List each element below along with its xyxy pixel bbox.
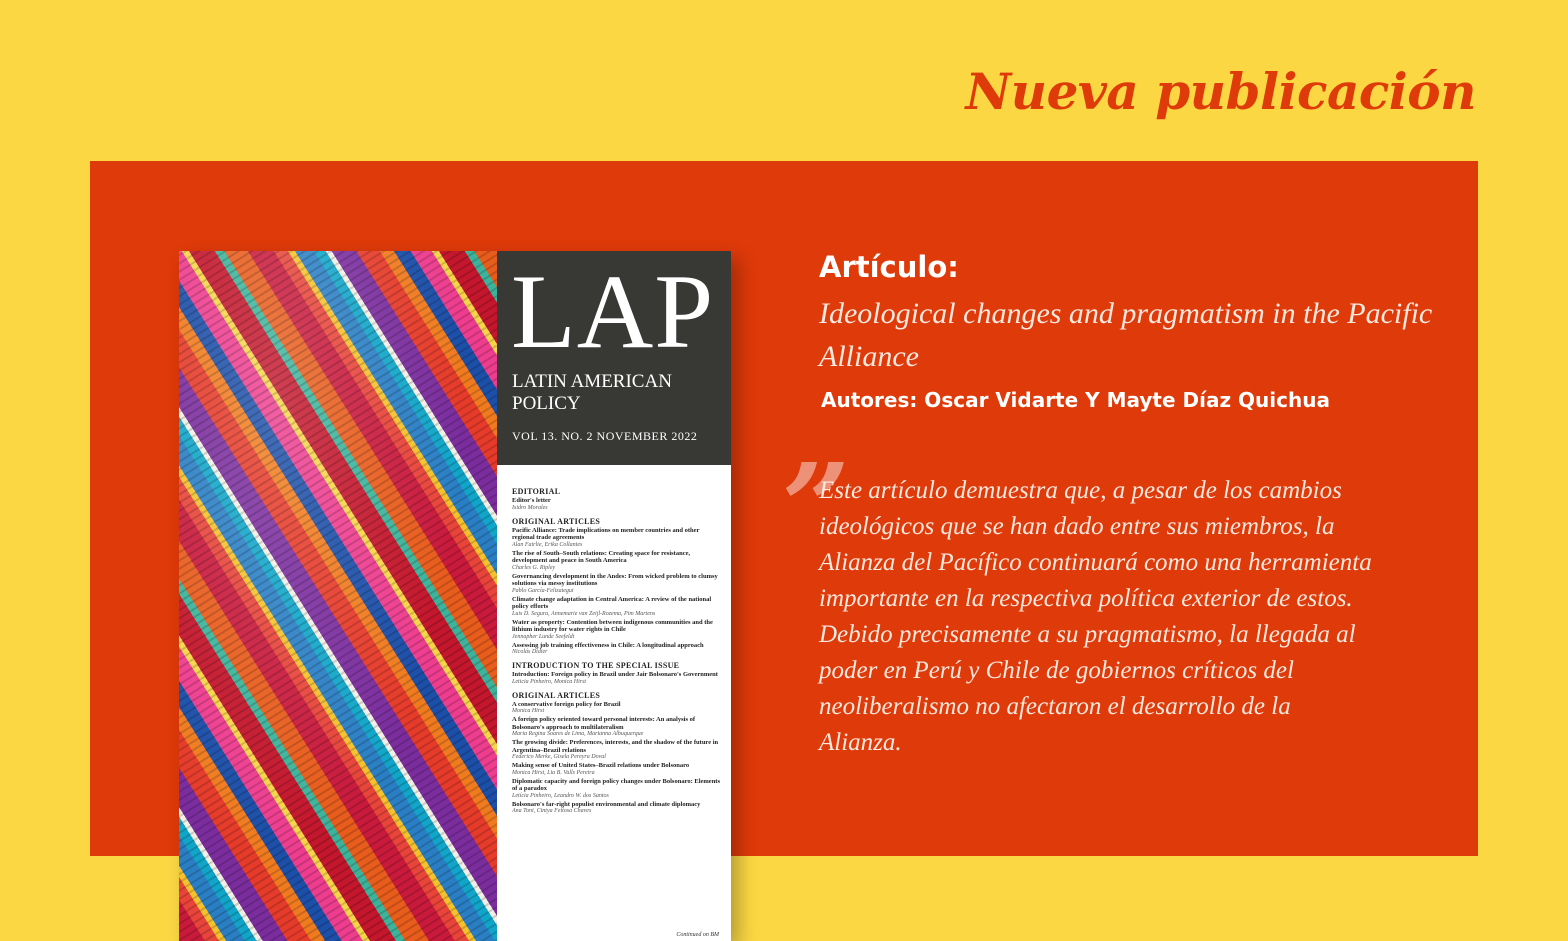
toc-entry [512,739,722,761]
toc-section-heading: EDITORIAL [512,487,561,496]
toc-entry-title: Making sense of United States–Brazil relations under Bolsonaro [512,762,690,769]
article-abstract: Este artículo demuestra que, a pesar de los cambios ideológicos que se han dado entre sus miembros, la Alianza del Pacífico continuará como una herramienta importante en la respectiva política exterior de estos. Debido precisamente a su pragmatismo, la llegada al poder en Perú y Chile de gobiernos críticos del neoliberalismo no afectaron el desarrollo de la Alianza. [819,477,1372,756]
toc-entry-authors: Pablo García-Felizategui [512,587,574,594]
toc-entry [512,762,722,777]
toc-entry-authors: Leticia Pinheiro, Monica Hirst [512,678,587,685]
article-title: Ideological changes and pragmatism in the Pacific Alliance [819,297,1433,373]
toc-entry [512,573,722,595]
journal-abbreviation: LAP [511,253,715,370]
toc-entry-authors: Jennapher Lunde Seefeldt [512,633,575,640]
toc-entry-title: Assessing job training effectiveness in Chile: A longitudinal approach [512,641,704,649]
toc-entry-authors: Monica Hirst, Lia B. Valls Pereira [512,769,595,776]
toc-entry [512,550,722,572]
cover-masthead [497,251,731,465]
toc-entry-authors: Luis D. Segura, Annemarie van Zeijl-Rozema, Pim Martens [512,610,656,617]
continued-note: Continued on BM [676,932,719,938]
toc-entry [512,497,722,512]
toc-entry [512,642,722,657]
toc-entry-title: The rise of South–South relations: Creating space for resistance, development and peace in South America [512,549,691,564]
toc-entry-title: Water as property: Contention between indigenous communities and the lithium industry for water rights in Chile [512,618,713,633]
cover-text-panel [497,251,731,941]
journal-cover [179,251,731,941]
toc-entry [512,716,722,738]
toc-entry-title: Governancing development in the Andes: From wicked problem to clumsy solutions via messy institutions [512,572,718,587]
toc-entry-authors: Federico Merke, Gisela Pereyra Doval [512,754,606,760]
toc-entry-authors: Letícia Pinheiro, Leandro W. dos Santos [512,792,609,799]
article-label: Artículo: [819,250,959,284]
toc-entry-title: Introduction: Foreign policy in Brazil under Jair Bolsonaro's Government [512,671,718,678]
toc-entry [512,596,722,618]
volume-line: VOL 13. NO. 2 NOVEMBER 2022 [512,429,698,443]
toc-entry [512,701,722,716]
article-authors: Autores: Oscar Vidarte Y Mayte Díaz Quichua [821,388,1330,412]
toc-entry-title: Pacific Alliance: Trade implications on member countries and other regional trade agreements [512,526,700,541]
toc-entry-authors: Maria Regina Soares de Lima, Marianna Albuquerque [512,731,644,737]
toc-entry-title: A foreign policy oriented toward personal interests: An analysis of Bolsonaro's approach to multilateralism [512,716,696,731]
toc-entry-authors: Alan Fairlie, Erika Collantes [512,541,583,548]
toc-entry-title: Diplomatic capacity and foreign policy changes under Bolsonaro: Elements of a paradox [512,777,721,792]
toc-entry-title: Editor's letter [512,497,551,504]
toc-entry [512,801,722,816]
toc-entry [512,671,722,686]
toc-entry-title: Bolsonaro's far-right populist environmental and climate diplomacy [512,800,701,808]
page-title: Nueva publicación [965,62,1476,121]
quote-mark-icon: ” [782,437,850,576]
toc-entry-title: The growing divide: Preferences, interests, and the shadow of the future in Argentina–Brazil relations [512,739,719,754]
cover-textile-image [179,251,497,941]
journal-name: LATIN AMERICAN POLICY [512,371,672,414]
toc-entry-authors: Isidro Morales [512,504,548,511]
toc-section-heading: INTRODUCTION TO THE SPECIAL ISSUE [512,661,680,670]
toc-section-heading: ORIGINAL ARTICLES [512,690,601,700]
toc-entry [512,778,722,800]
table-of-contents [512,487,722,816]
toc-entry-authors: Monica Hirst [512,708,545,714]
toc-section-heading: ORIGINAL ARTICLES [512,516,601,526]
toc-entry-authors: Ana Toni, Cintya Feitosa Chaves [512,808,592,814]
toc-entry [512,527,722,549]
toc-entry-authors: Charles G. Ripley [512,564,556,571]
toc-entry-title: Climate change adaptation in Central America: A review of the national policy efforts [512,595,712,610]
toc-entry-title: A conservative foreign policy for Brazil [512,700,621,708]
toc-entry-authors: Nicolás Didier [512,649,548,655]
toc-entry [512,619,722,641]
